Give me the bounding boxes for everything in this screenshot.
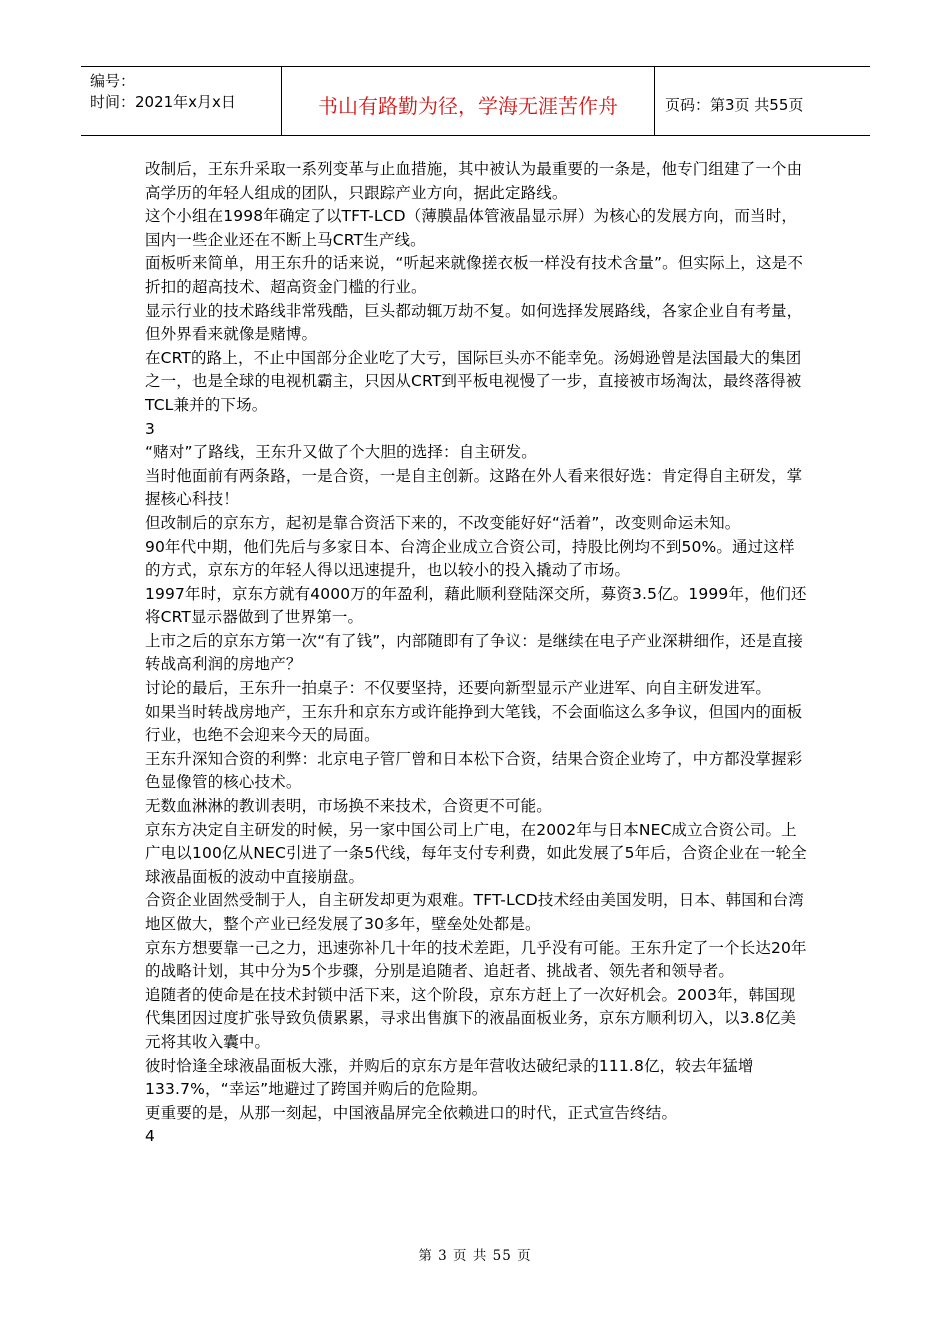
- paragraph: 但改制后的京东方，起初是靠合资活下来的，不改变能好好“活着”，改变则命运未知。: [145, 513, 741, 532]
- paragraph: 这个小组在1998年确定了以TFT-LCD（薄膜晶体管液晶显示屏）为核心的发展方向，而当时，国内一些企业还在不断上马CRT生产线。: [145, 207, 797, 249]
- section-number: 4: [145, 1127, 156, 1146]
- document-date: 时间：2021年x月x日: [90, 93, 236, 111]
- header-meta: [81, 67, 282, 135]
- paragraph: 彼时恰逢全球液晶面板大涨，并购后的京东方是年营收达破纪录的111.8亿，较去年猛增133.7%，“幸运”地避过了跨国并购后的危险期。: [145, 1056, 754, 1099]
- paragraph: 合资企业固然受制于人，自主研发却更为艰难。TFT-LCD技术经由美国发明，日本、韩国和台湾地区做大，整个产业已经发展了30多年，壁垒处处都是。: [145, 891, 804, 933]
- paragraph: 讨论的最后，王东升一拍桌子：不仅要坚持，还要向新型显示产业进军、向自主研发进军。: [145, 679, 772, 698]
- paragraph: 在CRT的路上，不止中国部分企业吃了大亏，国际巨头亦不能幸免。汤姆逊曾是法国最大的集团之一，也是全球的电视机霸主，只因从CRT到平板电视慢了一步，直接被市场淘汰，最终落得被TCL兼并的下场。: [145, 348, 802, 414]
- section-number: 3: [145, 419, 156, 438]
- paragraph: 更重要的是，从那一刻起，中国液晶屏完全依赖进口的时代，正式宣告终结。: [145, 1103, 678, 1122]
- paragraph: 显示行业的技术路线非常残酷，巨头都动辄万劫不复。如何选择发展路线，各家企业自有考量，但外界看来就像是赌博。: [145, 301, 803, 344]
- paragraph: 无数血淋淋的教训表明，市场换不来技术，合资更不可能。: [145, 797, 552, 816]
- paragraph: 面板听来简单，用王东升的话来说，“听起来就像搓衣板一样没有技术含量”。但实际上，这是不折扣的超高技术、超高资金门槛的行业。: [145, 254, 804, 296]
- paragraph: 王东升深知合资的利弊：北京电子管厂曾和日本松下合资，结果合资企业垮了，中方都没掌握彩色显像管的核心技术。: [145, 749, 803, 792]
- header-motto: [282, 67, 655, 135]
- page-header: [81, 66, 870, 136]
- paragraph: 当时他面前有两条路，一是合资，一是自主创新。这路在外人看来很好选：肯定得自主研发，掌握核心科技！: [145, 466, 803, 509]
- footer-page-number: 第 3 页 共 55 页: [418, 1248, 532, 1264]
- paragraph: 追随者的使命是在技术封锁中活下来，这个阶段，京东方赶上了一次好机会。2003年，韩国现代集团因过度扩张导致负债累累，寻求出售旗下的液晶面板业务，京东方顺利切入，以3.8亿美元将其收入囊中。: [145, 985, 797, 1051]
- page-footer: [0, 1244, 950, 1264]
- paragraph: 如果当时转战房地产，王东升和京东方或许能挣到大笔钱，不会面临这么多争议，但国内的面板行业，也绝不会迎来今天的局面。: [145, 702, 803, 745]
- header-page-info: [655, 67, 870, 135]
- page-number-info: 页码：第3页 共55页: [665, 95, 804, 114]
- paragraph: 京东方想要靠一己之力，迅速弥补几十年的技术差距，几乎没有可能。王东升定了一个长达20年的战略计划，其中分为5个步骤，分别是追随者、追赶者、挑战者、领先者和领导者。: [145, 938, 807, 981]
- paragraph: 90年代中期，他们先后与多家日本、台湾企业成立合资公司，持股比例均不到50%。通过这样的方式，京东方的年轻人得以迅速提升，也以较小的投入撬动了市场。: [145, 537, 795, 580]
- paragraph: 京东方决定自主研发的时候，另一家中国公司上广电，在2002年与日本NEC成立合资公司。上广电以100亿从NEC引进了一条5代线，每年支付专利费，如此发展了5年后，合资企业在一轮全球液晶面板的波动中直接崩盘。: [145, 820, 807, 886]
- paragraph: 改制后，王东升采取一系列变革与止血措施，其中被认为最重要的一条是，他专门组建了一个由高学历的年轻人组成的团队，只跟踪产业方向，据此定路线。: [145, 160, 803, 202]
- document-code-label: 编号：: [90, 72, 136, 90]
- document-body: [145, 158, 810, 1149]
- motto-text: 书山有路勤为径，学海无涯苦作舟: [318, 93, 618, 118]
- paragraph: “赌对”了路线，王东升又做了个大胆的选择：自主研发。: [145, 443, 537, 462]
- paragraph: 上市之后的京东方第一次“有了钱”，内部随即有了争议：是继续在电子产业深耕细作，还是直接转战高利润的房地产？: [145, 631, 804, 674]
- paragraph: 1997年时，京东方就有4000万的年盈利，藉此顺利登陆深交所，募资3.5亿。1999年，他们还将CRT显示器做到了世界第一。: [145, 584, 807, 627]
